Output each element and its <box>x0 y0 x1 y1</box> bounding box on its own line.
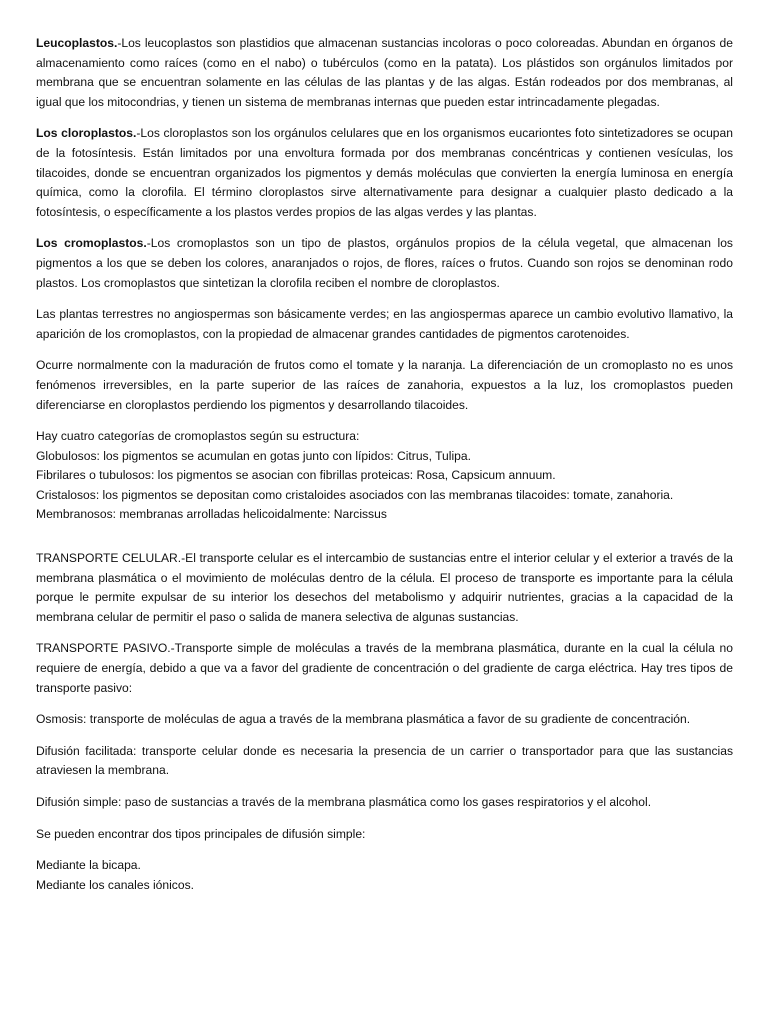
paragraph-osmosis: Osmosis: transporte de moléculas de agua a través de la membrana plasmática a favor de su gradiente de concentración. <box>36 712 691 727</box>
paragraph-transporte-pasivo: TRANSPORTE PASIVO.-Transporte simple de moléculas a través de la membrana plasmática, durante en la cual la célula no requiere de energía, debido a que va a favor del gradiente de concentración o del gradiente de carga eléctrica. Hay tres tipos de transporte pasivo: <box>36 641 733 695</box>
paragraph-cloroplastos <box>36 124 733 222</box>
paragraph-tipos-difusion: Se pueden encontrar dos tipos principales de difusión simple: <box>36 826 366 841</box>
paragraph-difusion-facilitada: Difusión facilitada: transporte celular donde es necesaria la presencia de un carrier o transportador para que las sustancias atraviesen la membrana. <box>36 743 733 778</box>
paragraph-leucoplastos <box>36 34 733 112</box>
categorias-intro: Hay cuatro categorías de cromoplastos según su estructura: <box>36 429 360 444</box>
tipo-item: Mediante los canales iónicos. <box>36 877 194 892</box>
text-leucoplastos: -Los leucoplastos son plastidios que almacenan sustancias incoloras o poco coloreadas. Abundan en órganos de almacenamiento como raíces (como en el nabo) o tubérculos (como en la patata). Los plástidos son orgánulos limitados por membrana que se encuentran solamente en las células de las plantas y de las algas. Están rodeados por dos membranas, al igual que los mitocondrias, y tienen un sistema de membranas internas que pueden estar intrincadamente plegadas. <box>36 36 733 109</box>
categoria-item: Cristalosos: los pigmentos se depositan como cristaloides asociados con las membranas tilacoides: tomate, zanahoria. <box>36 487 674 502</box>
text-cloroplastos: -Los cloroplastos son los orgánulos celulares que en los organismos eucariontes foto sintetizadores se ocupan de la fotosíntesis. Están limitados por una envoltura formada por dos membranas concéntricas y contienen vesículas, los tilacoides, donde se encuentran organizados los pigmentos y demás moléculas que convierten la energía luminosa en energía química, como la clorofila. El término cloroplastos sirve alternativamente para designar a cualquier plasto dedicado a la fotosíntesis, o específicamente a los plastos verdes propios de las algas verdes y las plantas. <box>36 126 733 219</box>
categoria-item: Fibrilares o tubulosos: los pigmentos se asocian con fibrillas proteicas: Rosa, Capsicum annuum. <box>36 468 556 483</box>
heading-leucoplastos: Leucoplastos. <box>36 36 118 50</box>
categoria-item: Membranosos: membranas arrolladas helicoidalmente: Narcissus <box>36 507 387 522</box>
document-page <box>36 34 733 895</box>
paragraph-angiospermas: Las plantas terrestres no angiospermas son básicamente verdes; en las angiospermas aparece un cambio evolutivo llamativo, la aparición de los cromoplastos, con la propiedad de almacenar grandes cantidades de pigmentos carotenoides. <box>36 307 733 341</box>
heading-cromoplastos: Los cromoplastos. <box>36 236 147 251</box>
paragraph-transporte-celular: TRANSPORTE CELULAR.-El transporte celular es el intercambio de sustancias entre el interior celular y el exterior a través de la membrana plasmática o el movimiento de moléculas dentro de la célula. El proceso de transporte es importante para la célula porque le permite expulsar de su interior los desechos del metabolismo y adquirir nutrientes, gracias a la capacidad de la membrana celular de permitir el paso o salida de manera selectiva de algunas sustancias. <box>36 551 733 624</box>
heading-cloroplastos: Los cloroplastos. <box>36 126 137 141</box>
paragraph-maduracion: Ocurre normalmente con la maduración de frutos como el tomate y la naranja. La diferenciación de un cromoplasto no es unos fenómenos irreversibles, en la parte superior de las raíces de zanahoria, expuestos a la luz, los cromoplastos pueden diferenciarse en cloroplastos perdiendo los pigmentos y desarrollando tilacoides. <box>36 358 733 412</box>
paragraph-cromoplastos <box>36 234 733 293</box>
tipo-item: Mediante la bicapa. <box>36 858 141 873</box>
text-cromoplastos: -Los cromoplastos son un tipo de plastos, orgánulos propios de la célula vegetal, que almacenan los pigmentos a los que se deben los colores, anaranjados o rojos, de flores, raíces o frutos. Cuando son rojos se denominan rodo plastos. Los cromoplastos que sintetizan la clorofila reciben el nombre de cloroplastos. <box>36 236 733 290</box>
paragraph-difusion-simple: Difusión simple: paso de sustancias a través de la membrana plasmática como los gases respiratorios y el alcohol. <box>36 795 652 809</box>
categoria-item: Globulosos: los pigmentos se acumulan en gotas junto con lípidos: Citrus, Tulipa. <box>36 448 471 463</box>
